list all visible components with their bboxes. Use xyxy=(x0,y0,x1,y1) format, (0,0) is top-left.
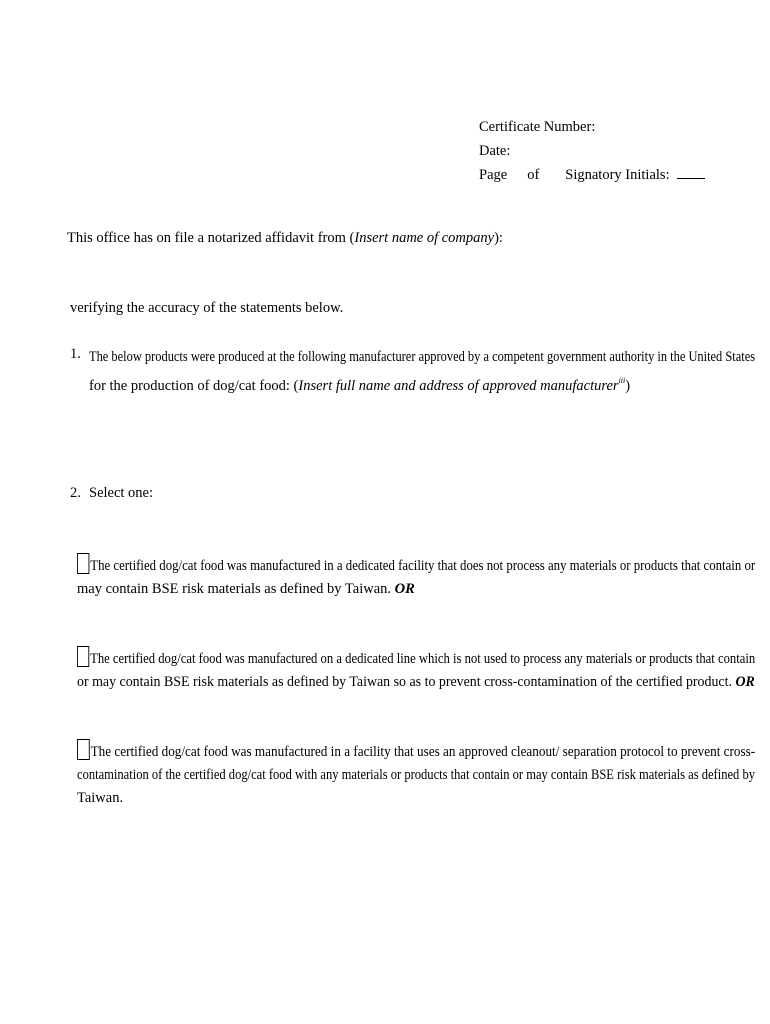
signatory-initials-label: Signatory Initials: xyxy=(565,167,670,183)
option-2-connector: OR xyxy=(735,674,755,690)
option-1-line-2 xyxy=(77,578,717,601)
of-label: of xyxy=(527,167,540,183)
option-1-checkbox[interactable] xyxy=(77,553,89,574)
option-2-text-2: or may contain BSE risk materials as defined by Taiwan so as to prevent cross-contamination of the certified product. xyxy=(77,674,732,690)
option-2 xyxy=(77,646,756,694)
date-label: Date: xyxy=(479,143,511,159)
option-1-text-1: The certified dog/cat food was manufactured in a dedicated facility that does not process any materials or products that contain or xyxy=(90,558,756,574)
option-3-line-2: contamination of the certified dog/cat food with any materials or products that contain or may contain BSE risk materials as defined by xyxy=(77,767,755,783)
certificate-number-label: Certificate Number: xyxy=(479,119,596,135)
option-2-text-1: The certified dog/cat food was manufactured on a dedicated line which is not used to process any materials or products that contain xyxy=(90,651,756,667)
manufacturer-placeholder: Insert full name and address of approved manufacturer xyxy=(298,378,619,394)
option-3-line-1 xyxy=(77,739,756,764)
item-2-number: 2. xyxy=(70,485,81,501)
option-1-connector: OR xyxy=(394,581,415,597)
option-2-line-1 xyxy=(77,646,756,671)
option-1 xyxy=(77,553,756,601)
option-3-text-1: The certified dog/cat food was manufactured in a facility that uses an approved cleanout/ separation protocol to prevent cross- xyxy=(90,744,756,760)
option-2-checkbox[interactable] xyxy=(77,646,89,667)
option-3-checkbox[interactable] xyxy=(77,739,90,760)
verifying-line: verifying the accuracy of the statements below. xyxy=(70,300,344,316)
option-2-line-2 xyxy=(77,671,755,694)
certificate-header xyxy=(479,115,705,187)
endnote-reference: iii xyxy=(618,376,626,385)
item-1-line-2 xyxy=(89,369,719,398)
signatory-initials-blank[interactable] xyxy=(677,164,705,179)
item-1-body xyxy=(89,346,756,398)
item-2-label: Select one: xyxy=(89,485,154,501)
item-1-line-1: The below products were produced at the following manufacturer approved by a competent government authority in the United States xyxy=(89,349,756,365)
intro-text-suffix: ): xyxy=(494,230,503,246)
option-3-line-3: Taiwan. xyxy=(77,790,124,806)
page-signatory-row xyxy=(479,163,705,187)
item-1-line-2-suffix: ) xyxy=(625,378,631,394)
option-1-line-1 xyxy=(77,553,756,578)
intro-company-placeholder: Insert name of company xyxy=(354,230,495,246)
page-label: Page xyxy=(479,167,508,183)
intro-text-prefix: This office has on file a notarized affidavit from ( xyxy=(67,230,355,246)
item-1-line-2-prefix: for the production of dog/cat food: ( xyxy=(89,378,299,394)
item-1-number: 1. xyxy=(70,346,81,362)
option-1-text-2: may contain BSE risk materials as defined by Taiwan. xyxy=(77,581,392,597)
intro-line xyxy=(67,230,503,247)
option-3 xyxy=(77,739,756,810)
